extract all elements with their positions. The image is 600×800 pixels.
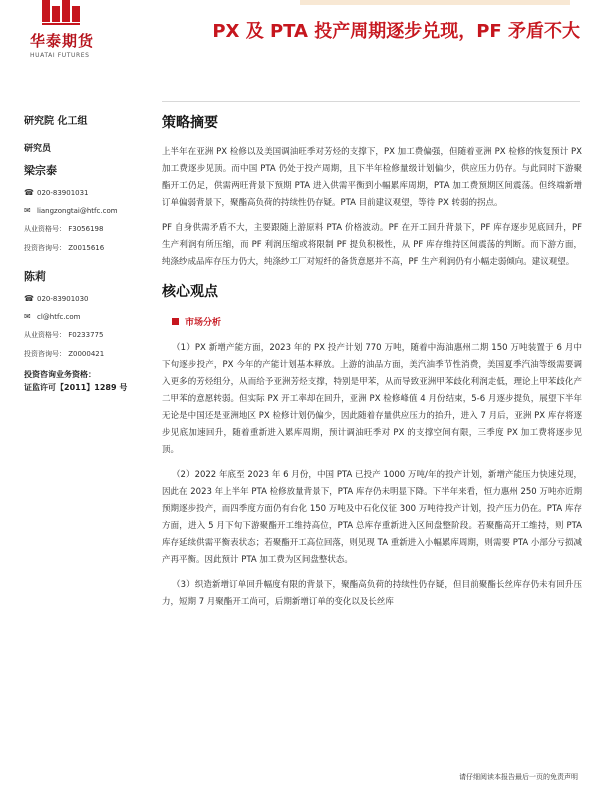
analyst-card xyxy=(24,268,144,359)
header-top-strip xyxy=(300,0,570,5)
email-address[interactable]: cl@htfc.com xyxy=(37,312,81,321)
email-icon: ✉ xyxy=(24,206,31,215)
license-number: 从业资格号： F0233775 xyxy=(24,331,104,339)
disclaimer-footer: 请仔细阅读本报告最后一页的免责声明 xyxy=(459,773,578,781)
phone-number: 020-83901031 xyxy=(37,188,89,197)
analysis-paragraph: （1）PX 新增产能方面，2023 年的 PX 投产计划 770 万吨，随着中海油惠州二期 150 万吨装置于 6 月中下旬逐步投产，PX 今年的产能计划基本释放。上游的油品方面，美汽油季节性消费，美国夏季汽油等级需要调入更多的芳烃组分，从而给予亚洲芳烃支撑，特别是甲苯，从而导致亚洲甲苯歧化利润走低，理论上甲苯歧化产二甲苯的意愿转弱。但实际 PX 开工率却在回升，亚洲 PX 检修峰值 4 月份结束，5-6 月逐步提负，展望下半年无论是中国还是亚洲地区 PX 检修计划仍偏少，因此随着存量供应压力的抬升，进入 7 月后，亚洲 PX 库存将逐步见底加速回升，随着重新进入累库周期，预计调油旺季对 PX 的支撑空间有限，三季度 PX 加工费将逐步见顶。 xyxy=(162,343,582,455)
market-analysis-label: 市场分析 xyxy=(185,318,222,328)
license-number: 从业资格号： F3056198 xyxy=(24,225,104,233)
logo-english-text: HUATAI FUTURES xyxy=(30,52,90,59)
phone-icon: ☎ xyxy=(24,294,34,303)
analyst-email[interactable] xyxy=(24,312,144,321)
analyst-phone xyxy=(24,188,144,197)
certificate-value: 证监许可【2011】1289 号 xyxy=(24,383,128,392)
email-address[interactable]: liangzongtai@htfc.com xyxy=(37,206,118,215)
core-view-title: 核心观点 xyxy=(162,284,218,300)
analyst-name: 梁宗泰 xyxy=(24,164,57,177)
huatai-logo xyxy=(24,0,104,70)
content-divider xyxy=(162,101,580,102)
analyst-name: 陈莉 xyxy=(24,270,46,283)
summary-paragraph: PF 自身供需矛盾不大，主要跟随上游原料 PTA 价格波动。PF 在开工回升背景下，PF 库存逐步见底回升，PF 生产利润有所压缩，而 PF 利润压缩或将限制 PF 提负积极性，从 PF 库存维持区间震荡的判断。而下游方面，纯涤纱成品库存压力仍大，纯涤纱工厂对短纤的备货意愿并不高，PF 生产利润仍有小幅走弱倾向。建议观望。 xyxy=(162,223,582,267)
invest-number: 投资咨询号： Z0015616 xyxy=(24,244,105,252)
report-title: PX 及 PTA 投产周期逐步兑现，PF 矛盾不大 xyxy=(212,21,580,42)
invest-number: 投资咨询号： Z0000421 xyxy=(24,350,105,358)
strategy-summary-title: 策略摘要 xyxy=(162,115,218,131)
analyst-phone xyxy=(24,294,144,303)
logo-chinese-text: 华泰期货 xyxy=(30,32,95,50)
analyst-sidebar xyxy=(24,112,144,394)
analyst-role: 研究员 xyxy=(24,144,52,154)
analyst-card xyxy=(24,162,144,253)
square-bullet-icon xyxy=(172,318,179,325)
email-icon: ✉ xyxy=(24,312,31,321)
analysis-paragraph: （2）2022 年底至 2023 年 6 月份，中国 PTA 已投产 1000 万吨/年的投产计划，新增产能压力快速兑现，因此在 2023 年上半年 PTA 检修放量背景下，PTA 库存仍未明显下降。下半年来看，恒力惠州 250 万吨亦近期预期逐步投产，而四季度方面仍有台化 150 万吨及中石化仪征 300 万吨待投产计划，投产压力仍在。PTA 库存方面，进入 5 月下旬下游聚酯开工维持高位，PTA 总库存重新进入区间盘整阶段。若聚酯高开工维持，则 PTA 库存延续供需平衡表状态；若聚酯开工高位回落，则见现 TA 重新进入小幅累库周期，则需要 PTA 小部分亏损减产再平衡。因此预计 PTA 加工费为区间盘整状态。 xyxy=(162,470,582,565)
certificate-label: 投资咨询业务资格： xyxy=(24,370,96,379)
analysis-paragraph: （3）织造新增订单回升幅度有限的背景下，聚酯高负荷的持续性仍存疑，但目前聚酯长丝库存仍未有回升压力，短期 7 月聚酯开工尚可，后期新增订单的变化以及长丝库 xyxy=(162,580,582,607)
phone-number: 020-83901030 xyxy=(37,294,89,303)
huatai-logo-icon xyxy=(40,0,82,26)
report-header xyxy=(0,0,600,80)
analyst-email[interactable] xyxy=(24,206,144,215)
report-body xyxy=(162,112,582,619)
market-analysis-heading xyxy=(172,315,582,328)
phone-icon: ☎ xyxy=(24,188,34,197)
summary-paragraph: 上半年在亚洲 PX 检修以及美国调油旺季对芳烃的支撑下，PX 加工费偏强，但随着亚洲 PX 检修的恢复预计 PX 加工费逐步见顶。而中国 PTA 仍处于投产周期，且下半年检修量级计划偏少，供应压力仍存。与此同时下游聚酯开工仍足，供需两旺背景下预期 PTA 进入供需平衡到小幅累库周期，PTA 加工费预期区间震荡。但终端新增订单偏弱背景下，聚酯高负荷的持续性仍存疑。PTA 目前建议观望，等待 PX 转弱的拐点。 xyxy=(162,147,582,208)
research-group: 研究院 化工组 xyxy=(24,116,88,127)
